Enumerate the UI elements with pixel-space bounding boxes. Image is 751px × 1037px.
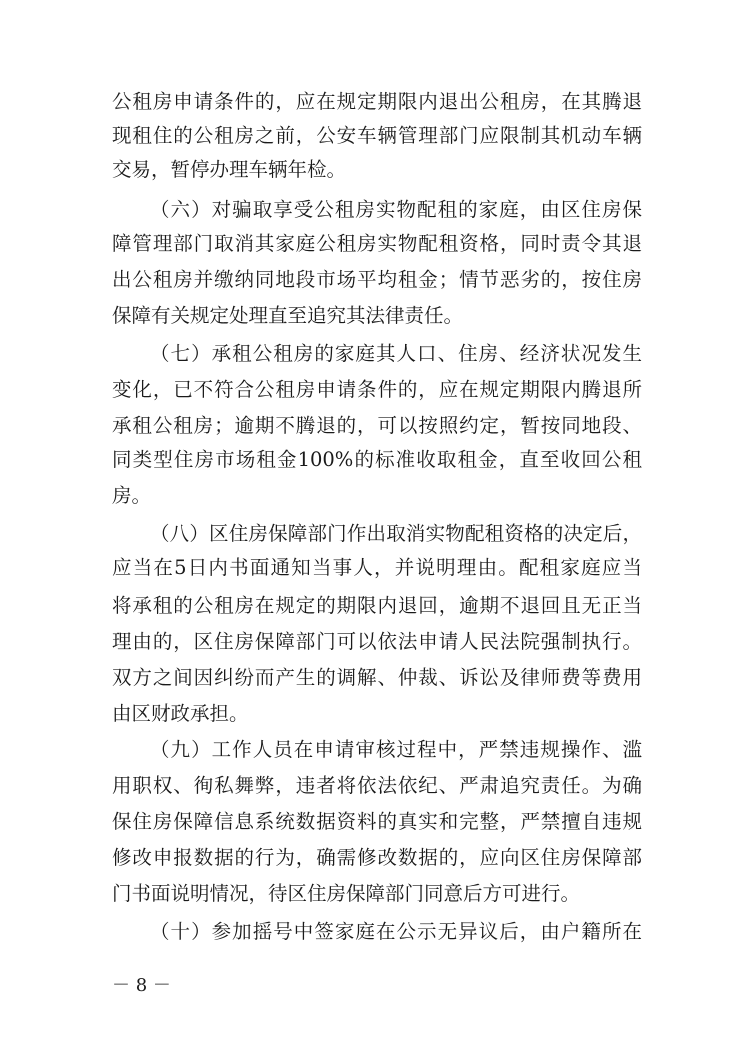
- text-line: （八）区住房保障部门作出取消实物配租资格的决定后，: [150, 522, 642, 545]
- text-line: 由区财政承担。: [112, 702, 249, 725]
- text-line: 障管理部门取消其家庭公租房实物配租资格，同时责令其退: [112, 232, 642, 255]
- text-line: 公租房申请条件的，应在规定期限内退出公租房，在其腾退: [112, 90, 642, 113]
- text-line: 出公租房并缴纳同地段市场平均租金；情节恶劣的，按住房: [112, 268, 642, 291]
- page-number: － 8 －: [112, 975, 171, 996]
- text-line: 用职权、徇私舞弊，违者将依法依纪、严肃追究责任。为确: [112, 774, 642, 797]
- text-line: 交易，暂停办理车辆年检。: [112, 158, 347, 181]
- text-line: 门书面说明情况，待区住房保障部门同意后方可进行。: [112, 882, 581, 905]
- text-line: 承租公租房；逾期不腾退的，可以按照约定，暂按同地段、: [112, 414, 642, 437]
- text-line: 将承租的公租房在规定的期限内退回，逾期不退回且无正当: [112, 594, 642, 617]
- text-line: 房。: [112, 484, 152, 507]
- text-line: （七）承租公租房的家庭其人口、住房、经济状况发生: [150, 342, 642, 365]
- text-line: 修改申报数据的行为，确需修改数据的，应向区住房保障部: [112, 846, 642, 869]
- text-line: 理由的，区住房保障部门可以依法申请人民法院强制执行。: [112, 630, 642, 653]
- text-line: 保障有关规定处理直至追究其法律责任。: [112, 304, 464, 327]
- text-line: （十）参加摇号中签家庭在公示无异议后，由户籍所在: [150, 920, 642, 943]
- text-line: （九）工作人员在申请审核过程中，严禁违规操作、滥: [150, 738, 642, 761]
- text-line: 应当在5日内书面通知当事人，并说明理由。配租家庭应当: [112, 556, 642, 579]
- text-line: （六）对骗取享受公租房实物配租的家庭，由区住房保: [150, 198, 642, 221]
- text-line: 变化，已不符合公租房申请条件的，应在规定期限内腾退所: [112, 378, 642, 401]
- text-line: 保住房保障信息系统数据资料的真实和完整，严禁擅自违规: [112, 810, 642, 833]
- text-line: 现租住的公租房之前，公安车辆管理部门应限制其机动车辆: [112, 124, 642, 147]
- text-line: 双方之间因纠纷而产生的调解、仲裁、诉讼及律师费等费用: [112, 666, 642, 689]
- text-line: 同类型住房市场租金100%的标准收取租金，直至收回公租: [112, 448, 642, 471]
